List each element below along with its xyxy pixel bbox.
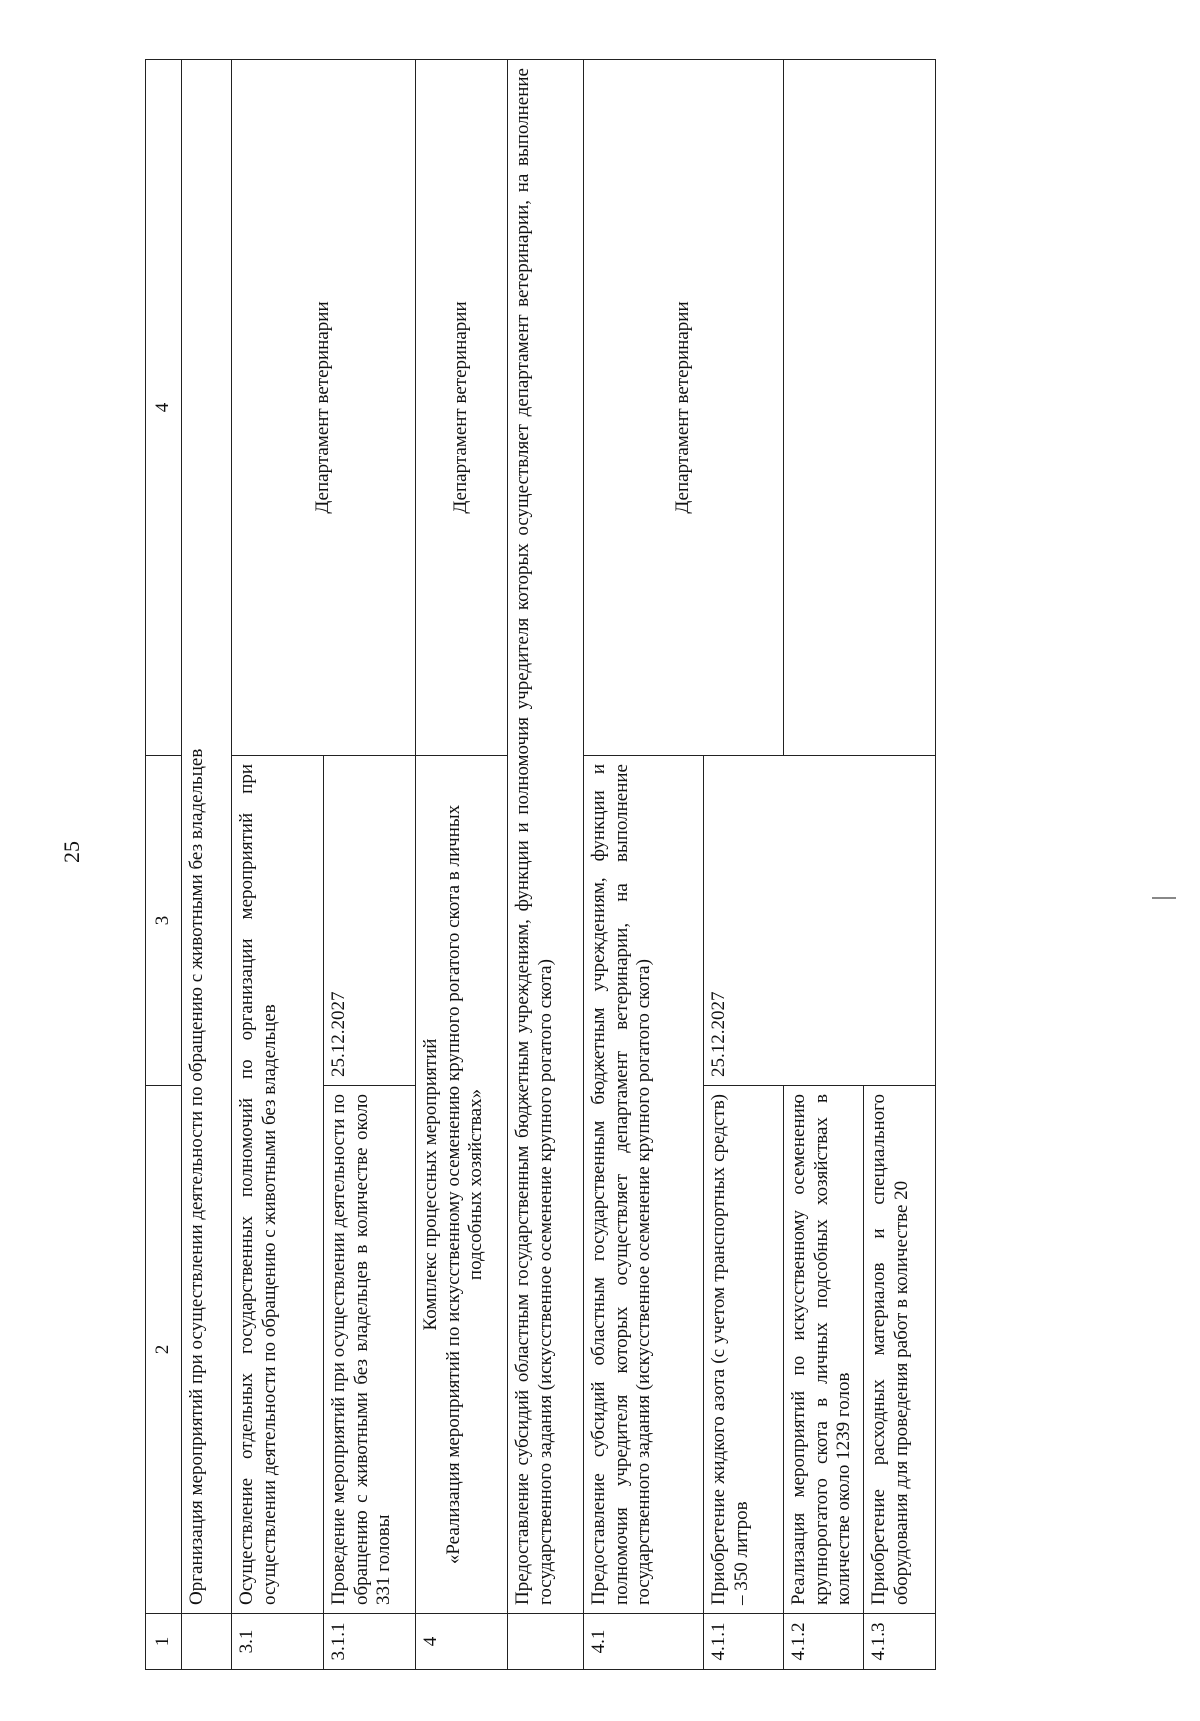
margin-mark bbox=[1152, 897, 1176, 899]
header-row bbox=[146, 60, 182, 1670]
row-4-title bbox=[415, 756, 507, 1614]
header-col-4: 4 bbox=[146, 60, 182, 756]
row-4-1-text: Предоставление субсидий областным государственным бюджетным учреждениям, функции и полномочия учредителя которых осуществляет департамент ветеринарии, на выполнение государственного задания (искусственное осеменение крупного рогатого скота) bbox=[583, 756, 703, 1614]
header-col-2: 2 bbox=[146, 1086, 182, 1614]
row-4-1-num: 4.1 bbox=[583, 1614, 703, 1670]
row-3-1-1-text: Проведение мероприятий при осуществлении деятельности по обращению с животными без владельцев в количестве около 331 головы bbox=[323, 1086, 415, 1614]
rotated-table-container bbox=[145, 60, 1055, 1670]
section3-title-row bbox=[181, 60, 231, 1670]
header-col-3: 3 bbox=[146, 756, 182, 1086]
row-4-responsible: Департамент ветеринарии bbox=[415, 60, 507, 756]
row-4-1-3-text: Приобретение расходных материалов и специального оборудования для проведения работ в количестве 20 bbox=[863, 1086, 935, 1614]
row-4-1-2-num: 4.1.2 bbox=[783, 1614, 863, 1670]
subsidy-title: Предоставление субсидий областным государственным бюджетным учреждениям, функции и полномочия учредителя которых осуществляет департамент ветеринарии, на выполнение государственного задания (искусственное осеменение крупного рогатого скота) bbox=[507, 60, 583, 1614]
row-3-1-1-num: 3.1.1 bbox=[323, 1614, 415, 1670]
row-3-1-text: Осуществление отдельных государственных полномочий по организации мероприятий при осуществлении деятельности по обращению с животными без владельцев bbox=[231, 756, 323, 1614]
row-4-1-2-empty-cell bbox=[783, 60, 935, 756]
row-4-num: 4 bbox=[415, 1614, 507, 1670]
row-3-1 bbox=[231, 60, 323, 1670]
row-3-1-1-date: 25.12.2027 bbox=[323, 756, 415, 1086]
subsidy-title-row bbox=[507, 60, 583, 1670]
header-col-1: 1 bbox=[146, 1614, 182, 1670]
row-4 bbox=[415, 60, 507, 1670]
row-4-1-3-num: 4.1.3 bbox=[863, 1614, 935, 1670]
row-4-1-1-text: Приобретение жидкого азота (с учетом транспортных средств) – 350 литров bbox=[703, 1086, 783, 1614]
row-4-title-line2: «Реализация мероприятий по искусственному осеменению крупного рогатого скота в личных подсобных хозяйствах» bbox=[442, 804, 487, 1565]
row-4-1 bbox=[583, 60, 703, 1670]
row-3-1-num: 3.1 bbox=[231, 1614, 323, 1670]
document-id bbox=[1070, 0, 1090, 140]
row-4-1-1-num: 4.1.1 bbox=[703, 1614, 783, 1670]
row-4-title-line1: Комплекс процессных мероприятий bbox=[419, 1038, 441, 1331]
measures-table bbox=[145, 59, 936, 1670]
page-number: 25 bbox=[59, 841, 84, 863]
section3-title: Организация мероприятий при осуществлении деятельности по обращению с животными без владельцев bbox=[181, 60, 231, 1614]
row-3-1-responsible: Департамент ветеринарии bbox=[231, 60, 415, 756]
row-4-1-responsible: Департамент ветеринарии bbox=[583, 60, 783, 756]
row-4-1-1-date: 25.12.2027 bbox=[703, 756, 935, 1086]
row-4-1-2-text: Реализация мероприятий по искусственному осеменению крупнорогатого скота в личных подсобных хозяйствах в количестве около 1239 голов bbox=[783, 1086, 863, 1614]
